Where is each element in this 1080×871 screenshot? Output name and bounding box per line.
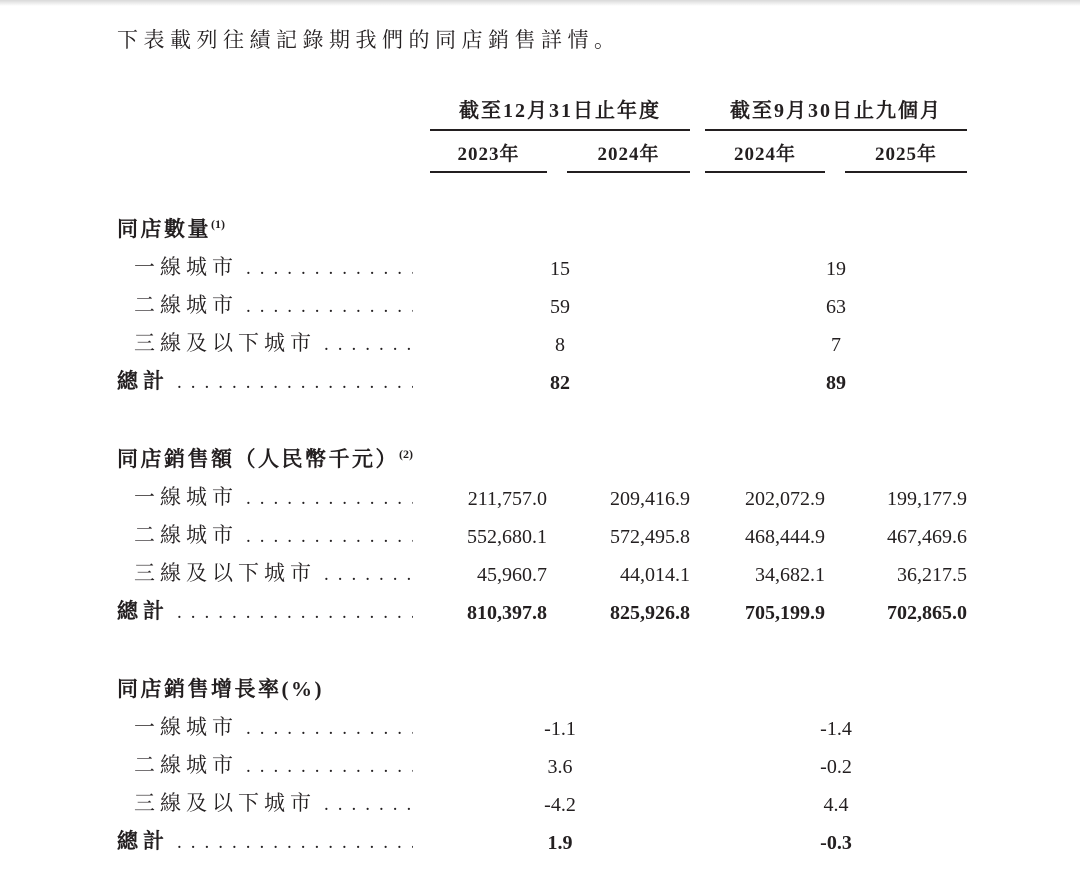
value-cell: 202,072.9 bbox=[745, 488, 825, 511]
row-label: 二線城市 bbox=[134, 753, 238, 778]
value-cell: 211,757.0 bbox=[467, 488, 547, 511]
value-cell: 209,416.9 bbox=[610, 488, 690, 511]
table-row bbox=[117, 473, 967, 511]
year-header-row bbox=[117, 131, 967, 173]
value-cell: 19 bbox=[826, 258, 846, 281]
row-label-cell bbox=[117, 557, 413, 587]
spacer-cell bbox=[117, 94, 413, 131]
leader-dots bbox=[246, 718, 413, 740]
row-label: 一線城市 bbox=[134, 485, 238, 510]
leader-dots bbox=[324, 334, 413, 356]
leader-dots bbox=[177, 832, 413, 854]
spacer-cell bbox=[117, 131, 413, 173]
section-title-text: 同店數量 bbox=[117, 217, 211, 242]
year-label-2025-9m: 2025年 bbox=[845, 131, 967, 173]
value-cell: 44,014.1 bbox=[620, 564, 690, 587]
value-cell: 7 bbox=[831, 334, 841, 357]
leader-dots bbox=[246, 488, 413, 510]
row-label: 三線及以下城市 bbox=[134, 331, 316, 356]
value-cell: 89 bbox=[826, 372, 846, 395]
row-label-cell bbox=[117, 251, 413, 281]
value-cell: 468,444.9 bbox=[745, 526, 825, 549]
value-cell: 705,199.9 bbox=[745, 602, 825, 625]
row-label-cell bbox=[117, 787, 413, 817]
footnote-marker: (1) bbox=[211, 217, 225, 232]
section-title bbox=[117, 443, 967, 473]
column-group-label-fy: 截至12月31日止年度 bbox=[430, 94, 690, 131]
section-title-text: 同店銷售增長率(%) bbox=[117, 677, 324, 702]
footnote-marker: (2) bbox=[399, 447, 413, 462]
value-cell: 4.4 bbox=[823, 794, 849, 817]
value-cell: 15 bbox=[550, 258, 570, 281]
table-row bbox=[117, 281, 967, 319]
leader-dots bbox=[324, 564, 413, 586]
table-body bbox=[117, 213, 967, 855]
page-edge-shadow bbox=[0, 0, 1080, 6]
row-label: 三線及以下城市 bbox=[134, 561, 316, 586]
total-row bbox=[117, 357, 967, 395]
year-label-2023: 2023年 bbox=[430, 131, 547, 173]
value-cell: 34,682.1 bbox=[755, 564, 825, 587]
value-cell: -1.4 bbox=[820, 718, 852, 741]
intro-text: 下表載列往績記錄期我們的同店銷售詳情。 bbox=[117, 28, 621, 52]
leader-dots bbox=[246, 258, 413, 280]
section-title bbox=[117, 673, 967, 703]
row-label-cell bbox=[117, 595, 413, 625]
total-row bbox=[117, 587, 967, 625]
value-cell: 63 bbox=[826, 296, 846, 319]
row-label: 總計 bbox=[117, 829, 169, 854]
row-label: 總計 bbox=[117, 369, 169, 394]
row-label: 一線城市 bbox=[134, 715, 238, 740]
row-label-cell bbox=[117, 365, 413, 395]
row-label-cell bbox=[117, 825, 413, 855]
row-label-cell bbox=[117, 711, 413, 741]
row-label-cell bbox=[117, 519, 413, 549]
table-row bbox=[117, 779, 967, 817]
leader-dots bbox=[246, 756, 413, 778]
value-cell: 825,926.8 bbox=[610, 602, 690, 625]
row-label: 二線城市 bbox=[134, 523, 238, 548]
value-cell: 467,469.6 bbox=[887, 526, 967, 549]
value-cell: 3.6 bbox=[547, 756, 573, 779]
table-row bbox=[117, 243, 967, 281]
leader-dots bbox=[246, 296, 413, 318]
row-label: 總計 bbox=[117, 599, 169, 624]
row-label: 三線及以下城市 bbox=[134, 791, 316, 816]
value-cell: -0.3 bbox=[820, 832, 852, 855]
value-cell: 702,865.0 bbox=[887, 602, 967, 625]
leader-dots bbox=[324, 794, 413, 816]
value-cell: 82 bbox=[550, 372, 570, 395]
leader-dots bbox=[177, 372, 413, 394]
same-store-sales-table bbox=[117, 94, 967, 855]
value-cell: 59 bbox=[550, 296, 570, 319]
section-title bbox=[117, 213, 967, 243]
value-cell: -1.1 bbox=[544, 718, 576, 741]
row-label-cell bbox=[117, 481, 413, 511]
row-label-cell bbox=[117, 749, 413, 779]
column-group-label-9m: 截至9月30日止九個月 bbox=[705, 94, 967, 131]
table-row bbox=[117, 549, 967, 587]
leader-dots bbox=[246, 526, 413, 548]
value-cell: 1.9 bbox=[547, 832, 573, 855]
value-cell: 572,495.8 bbox=[610, 526, 690, 549]
value-cell: -4.2 bbox=[544, 794, 576, 817]
row-label: 二線城市 bbox=[134, 293, 238, 318]
row-label: 一線城市 bbox=[134, 255, 238, 280]
column-group-header-row bbox=[117, 94, 967, 131]
table-row bbox=[117, 741, 967, 779]
value-cell: 552,680.1 bbox=[467, 526, 547, 549]
value-cell: 8 bbox=[555, 334, 565, 357]
value-cell: 810,397.8 bbox=[467, 602, 547, 625]
value-cell: 199,177.9 bbox=[887, 488, 967, 511]
total-row bbox=[117, 817, 967, 855]
year-label-2024-9m: 2024年 bbox=[705, 131, 825, 173]
table-row bbox=[117, 319, 967, 357]
value-cell: 45,960.7 bbox=[477, 564, 547, 587]
table-row bbox=[117, 703, 967, 741]
value-cell: -0.2 bbox=[820, 756, 852, 779]
value-cell: 36,217.5 bbox=[897, 564, 967, 587]
table-row bbox=[117, 511, 967, 549]
row-label-cell bbox=[117, 289, 413, 319]
year-label-2024-fy: 2024年 bbox=[567, 131, 690, 173]
row-label-cell bbox=[117, 327, 413, 357]
leader-dots bbox=[177, 602, 413, 624]
section-title-text: 同店銷售額（人民幣千元） bbox=[117, 447, 399, 472]
